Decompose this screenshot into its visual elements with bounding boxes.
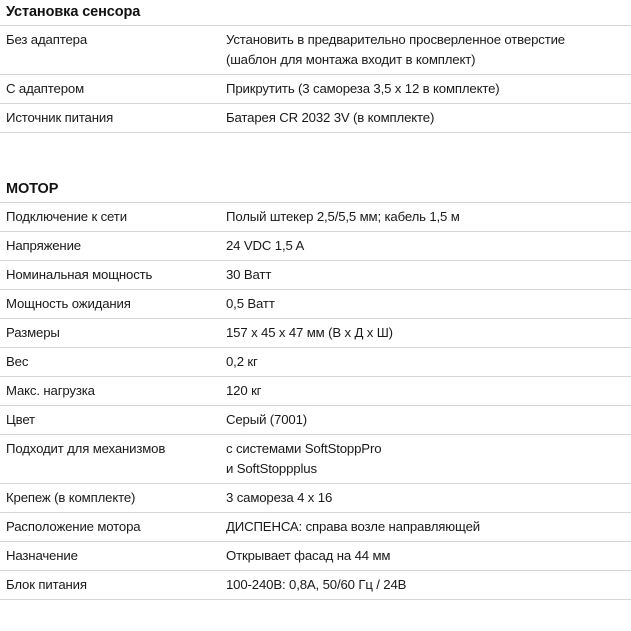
row-label: Вес <box>6 354 29 369</box>
row-value <box>226 203 631 232</box>
row-value <box>226 26 631 75</box>
row-value-line: 0,2 кг <box>226 354 258 369</box>
row-label: Источник питания <box>6 110 114 125</box>
table-row <box>0 571 631 600</box>
spec-section-motor <box>0 177 631 600</box>
row-value <box>226 348 631 377</box>
row-value-line: Прикрутить (3 самореза 3,5 х 12 в комплекте) <box>226 81 500 96</box>
row-value-line: Батарея CR 2032 3V (в комплекте) <box>226 110 435 125</box>
row-value <box>226 232 631 261</box>
row-value <box>226 261 631 290</box>
table-row <box>0 348 631 377</box>
row-value <box>226 104 631 133</box>
row-value-line: 0,5 Ватт <box>226 296 275 311</box>
row-value-line: Открывает фасад на 44 мм <box>226 548 391 563</box>
row-value <box>226 571 631 600</box>
row-value-line: Серый (7001) <box>226 412 308 427</box>
row-label: Макс. нагрузка <box>6 383 95 398</box>
row-value <box>226 290 631 319</box>
spec-section-sensor-installation <box>0 0 631 133</box>
row-label: Блок питания <box>6 577 87 592</box>
row-label: Подходит для механизмов <box>6 441 166 456</box>
table-row <box>0 319 631 348</box>
row-value-line: 24 VDC 1,5 A <box>226 238 305 253</box>
row-value-line: ДИСПЕНСА: справа возле направляющей <box>226 519 480 534</box>
row-value <box>226 513 631 542</box>
row-value-line: Установить в предварительно просверленное отверстие <box>226 32 565 47</box>
row-label: Мощность ожидания <box>6 296 131 311</box>
table-row <box>0 484 631 513</box>
table-row <box>0 203 631 232</box>
row-value-line: 157 х 45 х 47 мм (В х Д х Ш) <box>226 325 393 340</box>
section-title-sensor-installation: Установка сенсора <box>6 4 141 20</box>
row-value-line: Полый штекер 2,5/5,5 мм; кабель 1,5 м <box>226 209 460 224</box>
table-row <box>0 513 631 542</box>
spec-table-motor <box>0 202 631 600</box>
row-value-line: с системами SoftStoppPro <box>226 441 382 456</box>
table-row <box>0 435 631 484</box>
row-value <box>226 484 631 513</box>
row-value <box>226 75 631 104</box>
row-label: Размеры <box>6 325 60 340</box>
row-label: Крепеж (в комплекте) <box>6 490 136 505</box>
table-row <box>0 377 631 406</box>
row-value-line: 100-240В: 0,8А, 50/60 Гц / 24В <box>226 577 407 592</box>
row-label: Напряжение <box>6 238 81 253</box>
table-row <box>0 75 631 104</box>
row-value <box>226 435 631 484</box>
row-value-line: 30 Ватт <box>226 267 272 282</box>
row-label: Цвет <box>6 412 35 427</box>
spec-table-body-motor <box>0 203 631 600</box>
table-row <box>0 232 631 261</box>
row-value-line: (шаблон для монтажа входит в комплект) <box>226 52 476 67</box>
spec-table-sensor-installation <box>0 25 631 133</box>
row-label: Номинальная мощность <box>6 267 153 282</box>
row-value-line: 120 кг <box>226 383 262 398</box>
table-row <box>0 261 631 290</box>
row-value-line: 3 самореза 4 х 16 <box>226 490 333 505</box>
row-value <box>226 319 631 348</box>
row-value <box>226 406 631 435</box>
row-value <box>226 542 631 571</box>
table-row <box>0 104 631 133</box>
section-title-motor: МОТОР <box>6 181 59 197</box>
table-row <box>0 26 631 75</box>
row-label: Подключение к сети <box>6 209 127 224</box>
section-spacer <box>0 133 631 177</box>
table-row <box>0 542 631 571</box>
table-row <box>0 406 631 435</box>
row-label: С адаптером <box>6 81 85 96</box>
table-row <box>0 290 631 319</box>
row-value-line: и SoftStoppplus <box>226 461 317 476</box>
row-label: Расположение мотора <box>6 519 141 534</box>
spec-table-body-sensor-installation <box>0 26 631 133</box>
row-label: Назначение <box>6 548 78 563</box>
row-value <box>226 377 631 406</box>
row-label: Без адаптера <box>6 32 88 47</box>
